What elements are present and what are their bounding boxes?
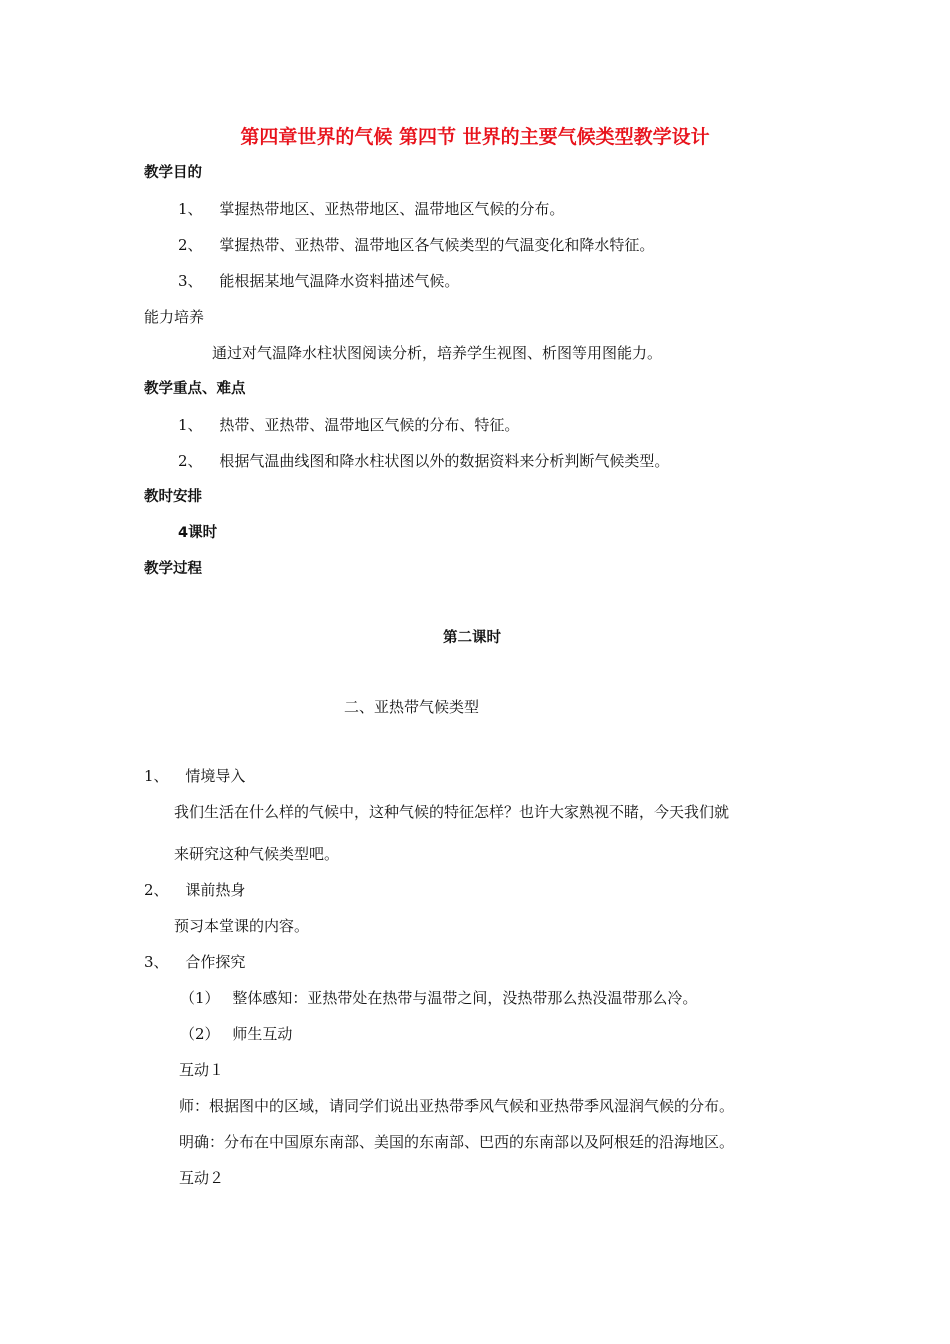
objectives-heading: 教学目的 bbox=[144, 165, 202, 181]
objective-num: 3、 bbox=[178, 272, 203, 290]
key-point-num: 2、 bbox=[178, 452, 203, 470]
interaction-2-label: 互动２ bbox=[179, 1169, 225, 1187]
lesson-heading: 第二课时 bbox=[443, 630, 501, 646]
interaction-1-label: 互动１ bbox=[179, 1061, 225, 1079]
objective-item-1 bbox=[178, 199, 564, 219]
key-point-item-2 bbox=[178, 451, 669, 471]
process-heading: 教学过程 bbox=[144, 561, 202, 577]
objective-num: 1、 bbox=[178, 200, 203, 218]
step-1 bbox=[144, 766, 245, 786]
step-num: 1、 bbox=[144, 767, 169, 785]
step-2 bbox=[144, 880, 245, 900]
answer-text: 明确：分布在中国原东南部、美国的东南部、巴西的东南部以及阿根廷的沿海地区。 bbox=[179, 1133, 735, 1151]
objective-item-2 bbox=[178, 235, 654, 255]
step-num: 3、 bbox=[144, 953, 169, 971]
explore-num: （2） bbox=[180, 1025, 220, 1043]
explore-num: （1） bbox=[180, 989, 220, 1007]
warmup-text: 预习本堂课的内容。 bbox=[174, 917, 310, 935]
key-points-heading: 教学重点、难点 bbox=[144, 381, 246, 397]
step-label: 合作探究 bbox=[185, 953, 246, 971]
document-title: 第四章世界的气候 第四节 世界的主要气候类型教学设计 bbox=[240, 126, 710, 148]
teacher-question: 师：根据图中的区域，请同学们说出亚热带季风气候和亚热带季风湿润气候的分布。 bbox=[179, 1097, 735, 1115]
objective-text: 掌握热带地区、亚热带地区、温带地区气候的分布。 bbox=[219, 200, 565, 218]
objective-num: 2、 bbox=[178, 236, 203, 254]
intro-text-line-2: 来研究这种气候类型吧。 bbox=[174, 845, 340, 863]
intro-text-line-1: 我们生活在什么样的气候中，这种气候的特征怎样？也许大家熟视不睹，今天我们就 bbox=[174, 803, 730, 821]
objective-text: 掌握热带、亚热带、温带地区各气候类型的气温变化和降水特征。 bbox=[219, 236, 655, 254]
step-3 bbox=[144, 952, 245, 972]
explore-item-2 bbox=[180, 1024, 292, 1044]
schedule-value: 4课时 bbox=[178, 525, 218, 541]
explore-text: 整体感知：亚热带处在热带与温带之间，没热带那么热没温带那么冷。 bbox=[232, 989, 698, 1007]
key-point-text: 根据气温曲线图和降水柱状图以外的数据资料来分析判断气候类型。 bbox=[219, 452, 670, 470]
objective-text: 能根据某地气温降水资料描述气候。 bbox=[219, 272, 460, 290]
schedule-heading: 教时安排 bbox=[144, 489, 202, 505]
explore-text: 师生互动 bbox=[232, 1025, 293, 1043]
step-label: 情境导入 bbox=[185, 767, 246, 785]
explore-item-1 bbox=[180, 988, 697, 1008]
ability-heading: 能力培养 bbox=[144, 308, 205, 326]
step-num: 2、 bbox=[144, 881, 169, 899]
objective-item-3 bbox=[178, 271, 459, 291]
key-point-num: 1、 bbox=[178, 416, 203, 434]
key-point-text: 热带、亚热带、温带地区气候的分布、特征。 bbox=[219, 416, 520, 434]
step-label: 课前热身 bbox=[185, 881, 246, 899]
section-subheading: 二、亚热带气候类型 bbox=[344, 698, 480, 716]
ability-text: 通过对气温降水柱状图阅读分析，培养学生视图、析图等用图能力。 bbox=[212, 344, 663, 362]
key-point-item-1 bbox=[178, 415, 519, 435]
